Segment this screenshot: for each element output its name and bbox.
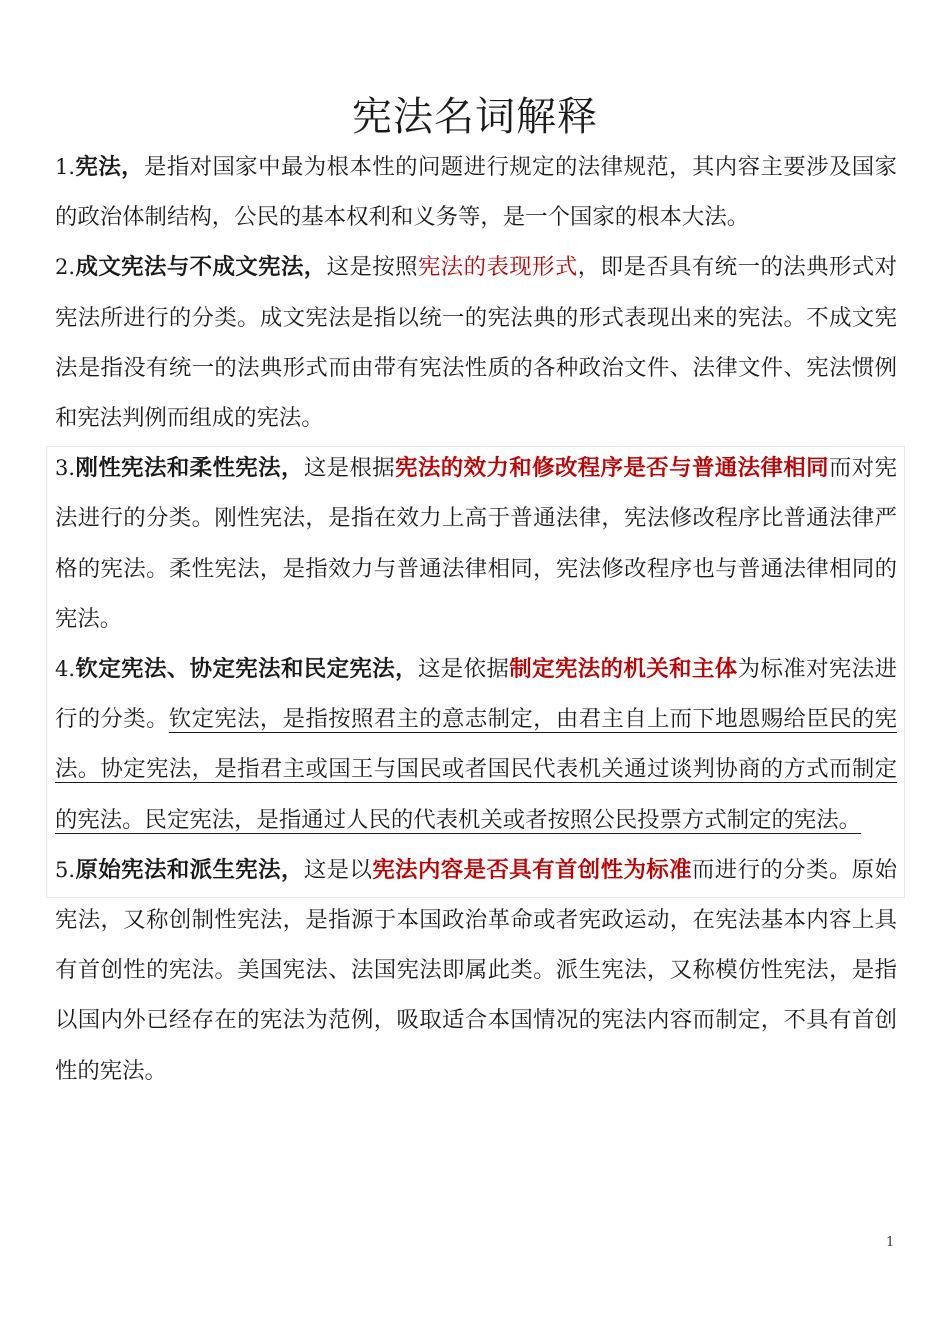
term-item-2 — [55, 242, 897, 443]
classification-criterion: 制定宪法的机关和主体 — [509, 656, 738, 683]
classification-criterion: 宪法的效力和修改程序是否与普通法律相同 — [395, 455, 829, 482]
item-number: 1. — [55, 155, 76, 179]
underlined-definitions: 钦定宪法，是指按照君主的意志制定，由君主自上而下地恩赐给臣民的宪法。协定宪法，是指君主或国王与国民或者国民代表机关通过谈判协商的方式而制定的宪法。民定宪法，是指通过人民的代表机关或者按照公民投票方式制定的宪法。 — [55, 706, 898, 833]
item-number: 3. — [55, 456, 76, 481]
term-definition: 是指对国家中最为根本性的问题进行规定的法律规范，其内容主要涉及国家的政治体制结构，公民的基本权利和义务等，是一个国家的根本大法。 — [55, 154, 897, 231]
page-title: 宪法名词解释 — [352, 93, 598, 140]
term-heading: 宪法， — [75, 154, 144, 180]
boxed-section — [55, 443, 897, 845]
term-item-3 — [55, 443, 897, 644]
term-heading: 原始宪法和派生宪法， — [75, 856, 304, 883]
item-number: 4. — [55, 657, 76, 682]
term-heading: 钦定宪法、协定宪法和民定宪法， — [75, 656, 418, 683]
classification-criterion: 宪法内容是否具有首创性为标准 — [372, 856, 692, 883]
classification-lead: 这是根据 — [303, 455, 396, 482]
term-definition: 为标准对宪法进行的分类。 — [55, 656, 898, 733]
term-item-5 — [55, 845, 897, 1096]
term-heading: 刚性宪法和柔性宪法， — [75, 455, 304, 482]
classification-lead: 这是以 — [303, 856, 373, 883]
term-item-1 — [55, 142, 897, 242]
classification-lead: 这是依据 — [417, 656, 510, 683]
page-number: 1 — [886, 1235, 895, 1250]
term-definition: ，即是否具有统一的法典形式对宪法所进行的分类。成文宪法是指以统一的宪法典的形式表现出来的宪法。不成文宪法是指没有统一的法典形式而由带有宪法性质的各种政治文件、法律文件、宪法惯例和宪法判例而组成的宪法。 — [55, 254, 898, 432]
term-heading: 成文宪法与不成文宪法， — [75, 254, 327, 281]
term-definition: 而进行的分类。原始宪法，又称创制性宪法，是指源于本国政治革命或者宪政运动，在宪法基本内容上具有首创性的宪法。美国宪法、法国宪法即属此类。派生宪法，又称模仿性宪法，是指以国内外已经存在的宪法为范例，吸取适合本国情况的宪法内容而制定，不具有首创性的宪法。 — [55, 856, 898, 1084]
classification-criterion: 宪法的表现形式 — [417, 254, 578, 281]
item-number: 5. — [55, 857, 76, 882]
document-body — [55, 142, 897, 1096]
term-item-4 — [55, 644, 897, 845]
classification-lead: 这是按照 — [326, 254, 418, 281]
item-number: 2. — [55, 255, 76, 280]
term-definition: 而对宪法进行的分类。刚性宪法，是指在效力上高于普通法律，宪法修改程序比普通法律严格的宪法。柔性宪法，是指效力与普通法律相同，宪法修改程序也与普通法律相同的宪法。 — [55, 455, 898, 632]
